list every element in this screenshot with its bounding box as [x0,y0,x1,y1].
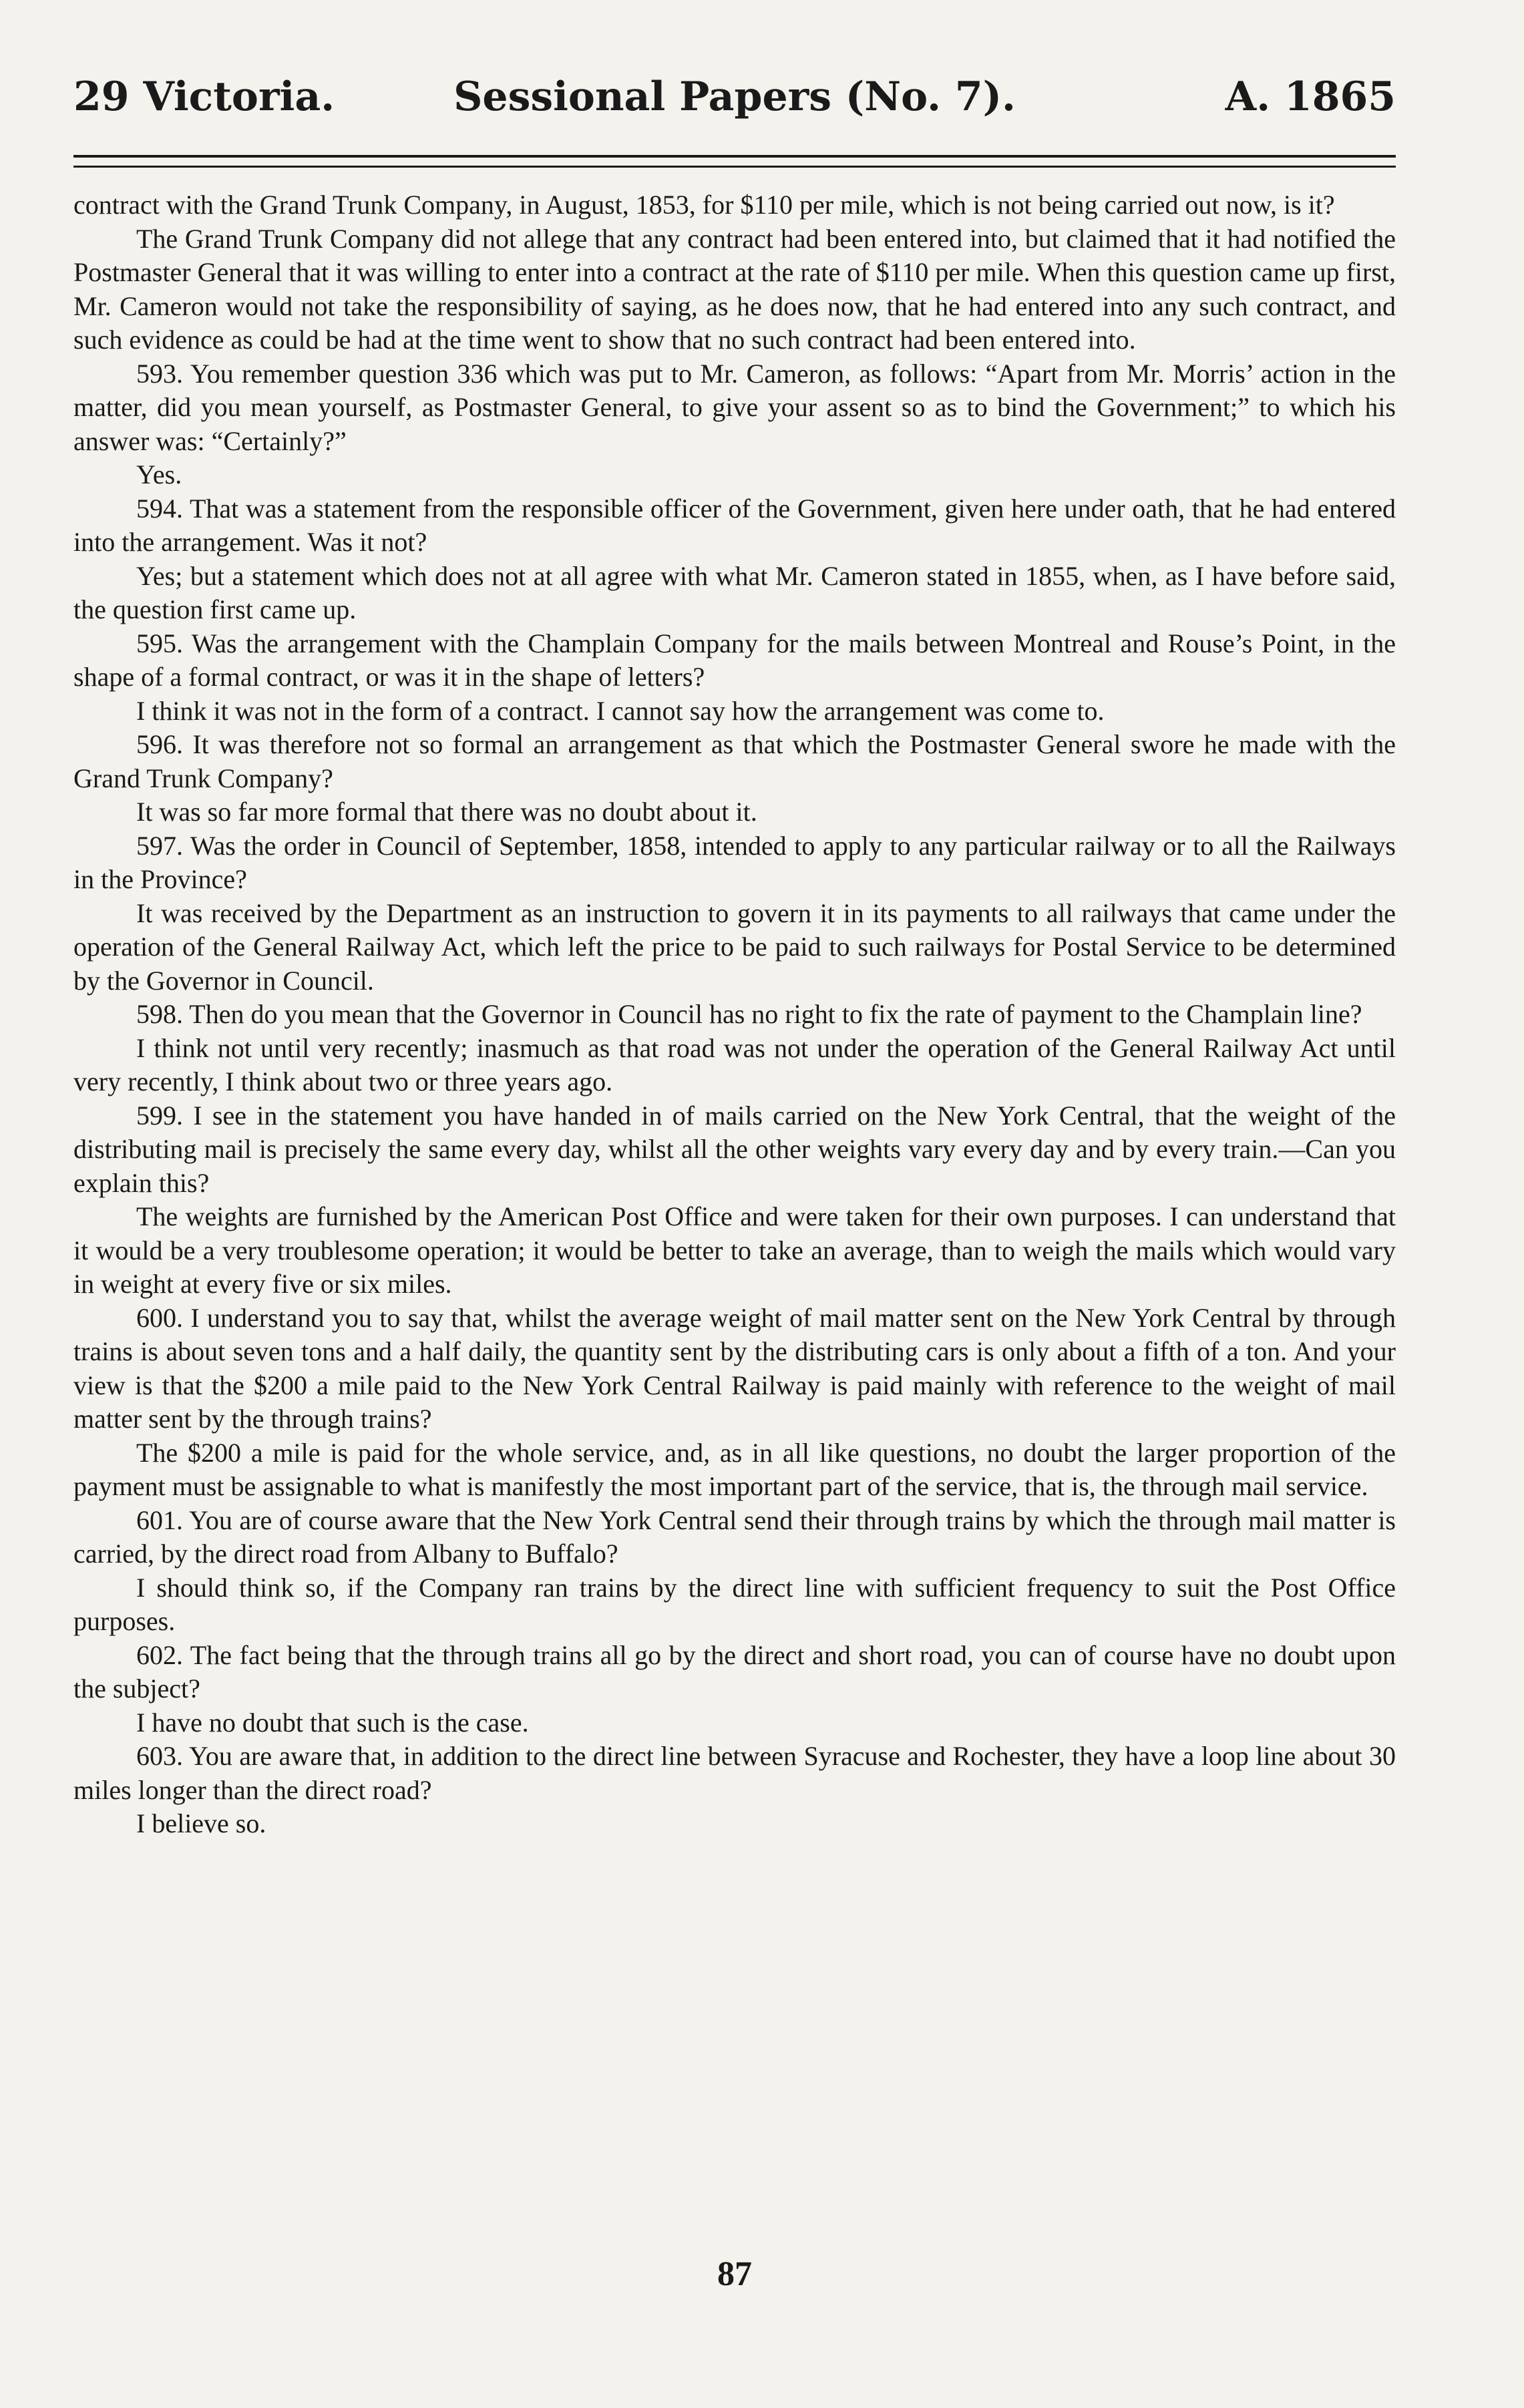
paragraph: The $200 a mile is paid for the whole service, and, as in all like questions, no doubt the larger proportion of the payment must be assignable to what is manifestly the most important part of the service, that is, the through mail service. [73,1437,1396,1501]
question-595: 595. Was the arrangement with the Champlain Company for the mails between Montreal and Rouse’s Point, in the shape of a formal contract, or was it in the shape of letters? [73,628,1396,692]
question-603: 603. You are aware that, in addition to the direct line between Syracuse and Rochester, they have a loop line about 30 miles longer than the direct road? [73,1741,1396,1805]
question-601: 601. You are of course aware that the New York Central send their through trains by which the through mail matter is carried, by the direct road from Albany to Buffalo? [73,1504,1396,1569]
paragraph: contract with the Grand Trunk Company, in August, 1853, for $110 per mile, which is not being carried out now, is it? [73,190,1335,220]
question-593: 593. You remember question 336 which was put to Mr. Cameron, as follows: “Apart from Mr. Morris’ action in the matter, did you mean yourself, as Postmaster General, to give your assent so as to bind the Government;” to which his answer was: “Certainly?” [73,358,1396,456]
paragraph: It was received by the Department as an instruction to govern it in its payments to all railways that came under the operation of the General Railway Act, which left the price to be paid to such railways for Postal Service to be determined by the Governor in Council. [73,897,1396,996]
paragraph: Yes; but a statement which does not at all agree with what Mr. Cameron stated in 1855, when, as I have before said, the question first came up. [73,560,1396,624]
paragraph: It was so far more formal that there was no doubt about it. [136,797,757,827]
question-602: 602. The fact being that the through trains all go by the direct and short road, you can of course have no doubt upon the subject? [73,1639,1396,1703]
page-header [73,70,1396,137]
paragraph: The Grand Trunk Company did not allege that any contract had been entered into, but claimed that it had notified the Postmaster General that it was willing to enter into a contract at the rate of $110 per mile. When this question came up first, Mr. Cameron would not take the responsibility of saying, as he does now, that he had entered into any such contract, and such evidence as could be had at the time went to show that no such contract had been entered into. [73,223,1396,355]
header-regnal-year: 29 Victoria. [73,73,335,120]
document-page [73,0,1396,2408]
paragraph: I think it was not in the form of a contract. I cannot say how the arrangement was come to. [136,695,1105,726]
header-rule-top [73,155,1396,158]
paragraph: I think not until very recently; inasmuch as that road was not under the operation of the General Railway Act until very recently, I think about two or three years ago. [73,1032,1396,1096]
question-599: 599. I see in the statement you have handed in of mails carried on the New York Central, that the weight of the distributing mail is precisely the same every day, whilst all the other weights vary every day and by every train.—Can you explain this? [73,1100,1396,1198]
body-text [73,188,1396,1841]
paragraph: I have no doubt that such is the case. [136,1707,529,1738]
paragraph: Yes. [136,459,182,489]
question-598: 598. Then do you mean that the Governor in Council has no right to fix the rate of payment to the Champlain line? [136,999,1362,1029]
paragraph: I believe so. [136,1808,266,1838]
header-title: Sessional Papers (No. 7). [453,73,1016,120]
question-600: 600. I understand you to say that, whilst the average weight of mail matter sent on the New York Central by through trains is about seven tons and a half daily, the quantity sent by the distributing cars is only about a fifth of a ton. And your view is that the $200 a mile paid to the New York Central Railway is paid mainly with reference to the weight of mail matter sent by the through trains? [73,1302,1396,1434]
question-597: 597. Was the order in Council of September, 1858, intended to apply to any particular railway or to all the Railways in the Province? [73,830,1396,894]
question-594: 594. That was a statement from the responsible officer of the Government, given here under oath, that he had entered into the arrangement. Was it not? [73,493,1396,557]
paragraph: I should think so, if the Company ran trains by the direct line with sufficient frequency to suit the Post Office purposes. [73,1572,1396,1636]
page-number: 87 [717,2255,752,2293]
header-rule-bottom [73,166,1396,168]
paragraph: The weights are furnished by the American Post Office and were taken for their own purposes. I can understand that it would be a very troublesome operation; it would be better to take an average, than to weigh the mails which would vary in weight at every five or six miles. [73,1201,1396,1299]
question-596: 596. It was therefore not so formal an arrangement as that which the Postmaster General swore he made with the Grand Trunk Company? [73,729,1396,793]
header-year: A. 1865 [1225,73,1396,120]
